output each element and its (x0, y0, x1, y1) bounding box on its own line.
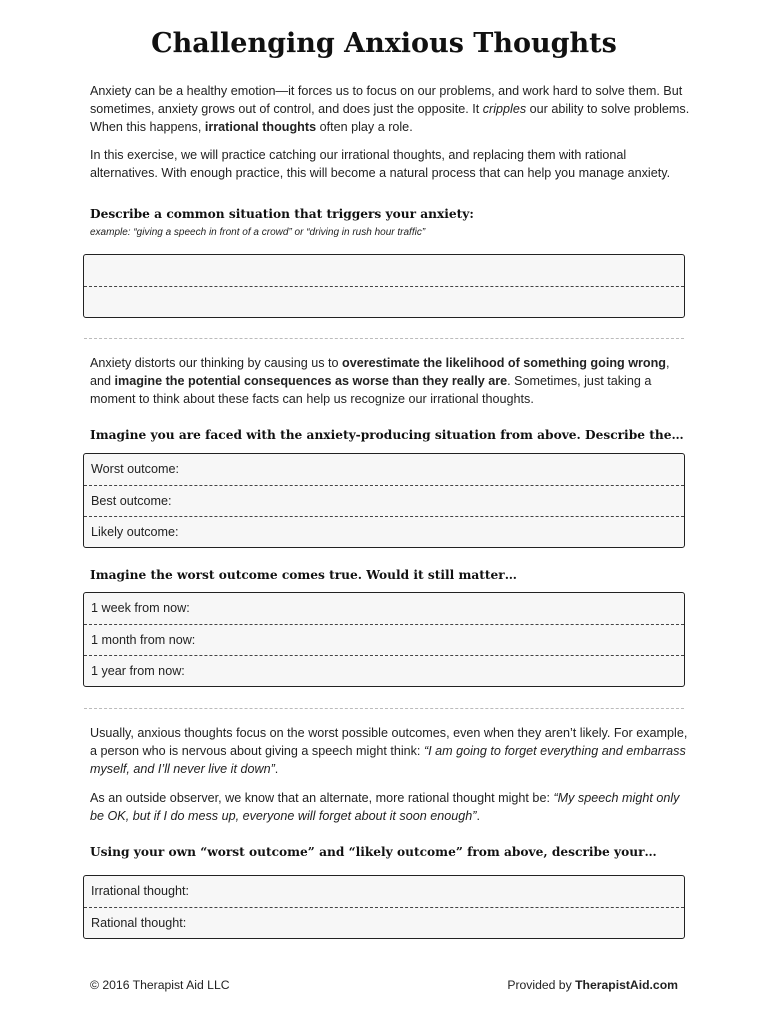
outcomes-box (83, 453, 685, 548)
site-link[interactable]: TherapistAid.com (575, 978, 678, 992)
observer-paragraph: As an outside observer, we know that an alternate, more rational thought might be: “My speech might only be OK, but if I do mess up, everyone will forget about it soon enough”. (90, 791, 680, 823)
one-month-field[interactable]: 1 month from now: (84, 624, 684, 655)
thoughts-question: Using your own “worst outcome” and “likely outcome” from above, describe your… (90, 845, 657, 859)
worst-outcome-field[interactable]: Worst outcome: (91, 462, 179, 476)
situation-answer-line-1[interactable] (84, 255, 684, 286)
situation-example: example: “giving a speech in front of a crowd” or “driving in rush hour traffic” (90, 227, 426, 238)
section-divider (84, 708, 684, 709)
usually-paragraph: Usually, anxious thoughts focus on the worst possible outcomes, even when they aren’t likely. For example, a person who is nervous about giving a speech might think: “I am going to forget everything and embarrass myself, and I’ll never live it down”. (90, 726, 688, 776)
irrational-thought-field[interactable]: Irrational thought: (91, 884, 190, 898)
intro-paragraph-1: Anxiety can be a healthy emotion—it forces us to focus on our problems, and work hard to solve them. But sometimes, anxiety grows out of control, and does just the opposite. It cripples our ability to solve problems. When this happens, irrational thoughts often play a role. (90, 84, 690, 134)
outcomes-question: Imagine you are faced with the anxiety-producing situation from above. Describe the… (90, 428, 684, 442)
thoughts-box (83, 875, 685, 939)
situation-answer-box (83, 254, 685, 318)
matter-question: Imagine the worst outcome comes true. Would it still matter… (90, 568, 517, 582)
copyright: © 2016 Therapist Aid LLC (90, 978, 230, 992)
one-week-field[interactable]: 1 week from now: (91, 601, 190, 615)
intro-paragraph-2: In this exercise, we will practice catching our irrational thoughts, and replacing them with rational alternatives. With enough practice, this will become a natural process that can help you manage anxiety. (90, 148, 671, 180)
provided-by: Provided by TherapistAid.com (507, 978, 678, 992)
section-divider (84, 338, 684, 339)
likely-outcome-field[interactable]: Likely outcome: (84, 516, 684, 547)
rational-thought-field[interactable]: Rational thought: (84, 907, 684, 938)
one-year-field[interactable]: 1 year from now: (84, 655, 684, 686)
matter-box (83, 592, 685, 687)
situation-answer-line-2[interactable] (84, 286, 684, 317)
best-outcome-field[interactable]: Best outcome: (84, 485, 684, 516)
page-title: Challenging Anxious Thoughts (151, 28, 617, 59)
distort-paragraph: Anxiety distorts our thinking by causing us to overestimate the likelihood of something going wrong, and imagine the potential consequences as worse than they really are. Sometimes, just taking a moment to think about these facts can help us recognize our irrational thoughts. (90, 356, 670, 406)
situation-question: Describe a common situation that triggers your anxiety: (90, 207, 474, 221)
